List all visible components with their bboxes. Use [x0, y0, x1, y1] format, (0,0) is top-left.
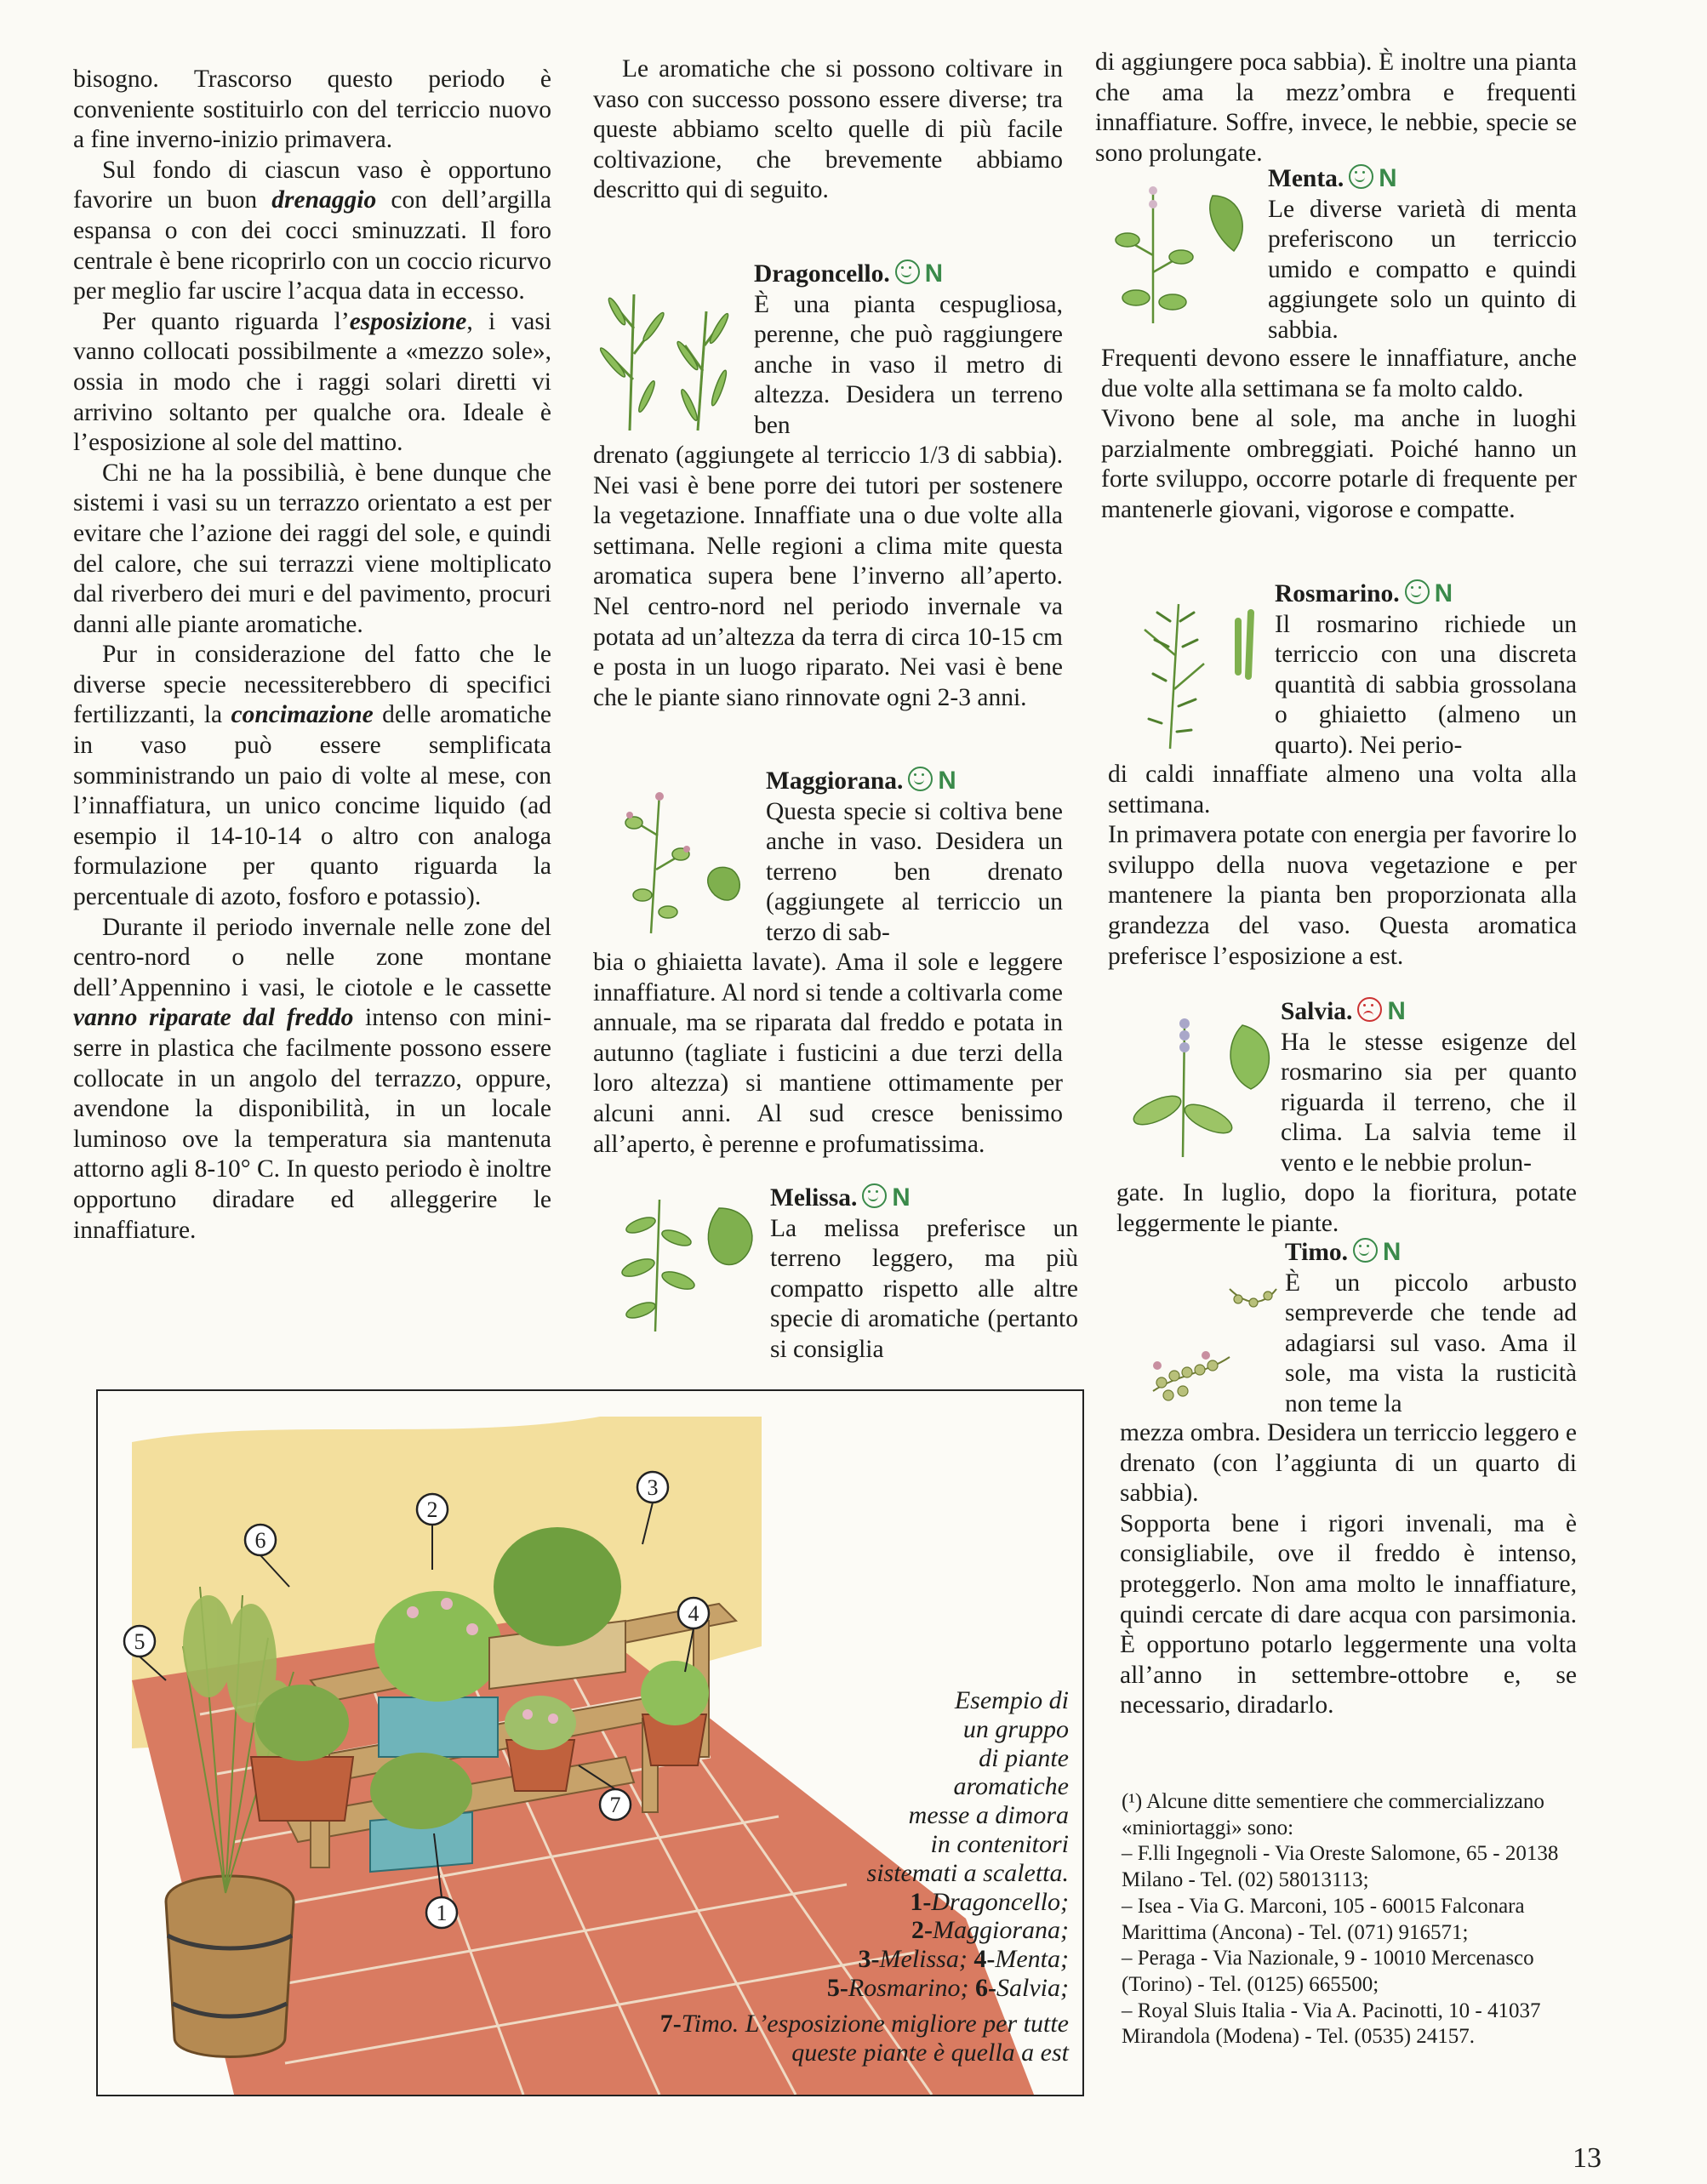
paragraph: La melissa preferisce un terreno leggero, ma più compatto rispetto alle altre specie di aromatiche (pertanto si consiglia: [770, 1214, 1078, 1363]
paragraph: bisogno. Trascorso questo periodo è conveniente sostituirlo con del terriccio nuovo a fine inverno-inizio primavera.: [73, 66, 551, 154]
svg-text:5: 5: [134, 1629, 146, 1654]
paragraph: Ha le stesse esigenze del rosmarino sia per quanto riguarda il terreno, che il clima. La salvia teme il vento e le nebbie prolun-: [1281, 1028, 1577, 1177]
entry-maggiorana-side: [766, 766, 1063, 949]
salvia-illustration: [1123, 1008, 1281, 1161]
paragraph: Vivono bene al sole, ma anche in luoghi parzialmente ombreggiati. Poiché hanno un forte sviluppo, occorre potarle di frequente per mantenerle giovani, vigorose e compatte.: [1101, 405, 1577, 523]
paragraph: di aggiungere poca sabbia). È inoltre una pianta che ama la mezz’ombra e frequenti innaffiature. Soffre, invece, le nebbie, specie se sono prolungate.: [1095, 48, 1577, 167]
paragraph: mezza ombra. Desidera un terriccio leggero e drenato (con l’aggiunta di un quarto di sabbia).: [1120, 1419, 1577, 1508]
svg-text:7: 7: [609, 1793, 621, 1817]
paragraph-exposure: Per quanto riguarda l’esposizione, i vasi vanno collocati possibilmente a «mezzo sole», ossia in modo che i raggi solari diretti vi arrivino soltanto per qualche ora. Ideale è l’esposizione al sole del mattino.: [73, 307, 552, 457]
marker-5: [124, 1626, 155, 1657]
figure-caption: Esempio di un gruppo di piante aromatiche messe a dimora in contenitori sistemati a scaletta. 1-Dragoncello; 2-Maggiorana; 3-Melissa; 4-Menta; 5-Rosmarino; 6-Salvia;: [826, 1686, 1069, 2002]
n-badge: N: [1434, 579, 1453, 607]
svg-text:4: 4: [688, 1601, 699, 1626]
heading-maggiorana: Maggiorana.: [766, 767, 904, 795]
n-badge: N: [924, 259, 944, 288]
paragraph: Frequenti devono essere le innaffiature, anche due volte alla settimana se fa molto caldo.: [1101, 345, 1577, 402]
keyword-esposizione: esposizione: [349, 307, 467, 335]
column-right-top: [1095, 48, 1577, 168]
footnote-item: – Peraga - Via Nazionale, 9 - 10010 Mercenasco (Torino) - Tel. (0125) 665500;: [1122, 1947, 1534, 1996]
page-number: 13: [1573, 2142, 1601, 2174]
column-left: [73, 65, 551, 1246]
smile-easy-icon: [862, 1183, 887, 1208]
paragraph: drenato (aggiungete al terriccio 1/3 di sabbia). Nei vasi è bene porre dei tutori per sostenere la vegetazione. Innaffiate una o due volte alla settimana. Nelle regioni a clima mite questa aromatica supera bene l’inverno all’aperto. Nel centro-nord nel periodo invernale va potata ad un’altezza da terra di circa 10-15 cm e posta in un luogo riparato. Nei vasi è bene che le piante siano rinnovate ogni 2-3 anni.: [593, 442, 1063, 711]
smile-difficult-icon: [1357, 997, 1382, 1022]
paragraph: gate. In luglio, dopo la fioritura, potate leggermente le piante.: [1116, 1179, 1577, 1237]
paragraph: bia o ghiaietta lavate). Ama il sole e leggere innaffiature. Al nord si tende a coltivarla come annuale, ma se riparata dal freddo e potata in autunno (tagliate i fusticini a due terzi della loro altezza) si mantiene ottimamente per alcuni anni. Al sud cresce benissimo all’aperto, è perenne e profumatissima.: [593, 949, 1063, 1158]
keyword-riparo: vanno riparate dal freddo: [73, 1004, 354, 1032]
paragraph-drainage: Sul fondo di ciascun vaso è opportuno favorire un buon drenaggio con dell’argilla espansa o con dei cocci sminuzzati. Il foro centrale è bene ricoprirlo con un coccio ricurvo per meglio far uscire l’acqua data in eccesso.: [73, 156, 551, 305]
maggiorana-illustration: [608, 784, 762, 938]
keyword-concimazione: concimazione: [231, 701, 374, 729]
n-badge: N: [938, 767, 956, 795]
entry-salvia-full: [1116, 1178, 1577, 1239]
paragraph: di caldi innaffiate almeno una volta alla settimana.: [1108, 761, 1577, 818]
paragraph-winter: Durante il periodo invernale nelle zone del centro-nord o nelle zone montane dell’Appennino i vasi, le ciotole e le cassette vanno riparate dal freddo intenso con mini-serre in plastica che facilmente possono essere collocate in un angolo del terrazzo, oppure, avendone la disponibilità, in un locale luminoso ove la temperatura sia mantenuta attorno agli 8-10° C. In questo periodo è inoltre opportuno diradare ed alleggerire le innaffiature.: [73, 913, 551, 1244]
keyword-drenaggio: drenaggio: [271, 186, 377, 214]
footnote: [1122, 1789, 1607, 2050]
entry-rosmarino-full: [1108, 760, 1577, 972]
menta-illustration: [1106, 179, 1264, 328]
marker-7: [600, 1789, 631, 1820]
footnote-marker: (¹): [1122, 1790, 1143, 1813]
paragraph: Questa specie si coltiva bene anche in vaso. Desidera un terreno ben drenato (aggiungete al terriccio un terzo di sab-: [766, 797, 1063, 946]
paragraph: In primavera potate con energia per favorire lo sviluppo della nuova vegetazione e per mantenere la pianta ben proporzionata alla grandezza del vaso. Questa aromatica preferisce l’esposizione a est.: [1108, 821, 1577, 970]
entry-dragoncello-full: [593, 441, 1063, 713]
timo-illustration: [1128, 1255, 1285, 1412]
n-badge: N: [1379, 164, 1397, 192]
smile-easy-icon: [1349, 164, 1373, 189]
heading-dragoncello: Dragoncello.: [754, 260, 890, 288]
entry-timo-side: [1285, 1237, 1577, 1420]
entry-maggiorana-full: [593, 948, 1063, 1160]
marker-6: [245, 1525, 276, 1555]
column-middle: [593, 54, 1063, 206]
dragoncello-illustration: [596, 277, 749, 435]
svg-text:2: 2: [426, 1497, 438, 1522]
entry-salvia-side: [1281, 996, 1577, 1179]
n-badge: N: [1387, 997, 1406, 1025]
marker-2: [417, 1494, 448, 1525]
n-badge: N: [892, 1183, 911, 1212]
svg-text:6: 6: [254, 1528, 266, 1553]
figure-caption-tail: 7-Timo. L’esposizione migliore per tutte queste piante è quella a est: [659, 2010, 1069, 2067]
smile-easy-icon: [1353, 1238, 1378, 1263]
paragraph-intro: Le aromatiche che si possono coltivare in vaso con successo possono essere diverse; tra queste abbiamo scelto quelle di più facile coltivazione, che brevemente abbiamo descritto qui di seguito.: [593, 55, 1063, 204]
paragraph: È un piccolo arbusto sempreverde che tende ad adagiarsi sul vaso. Ama il sole, ma vista la rusticità non teme la: [1285, 1269, 1577, 1417]
marker-4: [678, 1598, 709, 1628]
entry-rosmarino-side: [1275, 579, 1577, 761]
heading-rosmarino: Rosmarino.: [1275, 580, 1400, 607]
paragraph: Le diverse varietà di menta preferiscono un terriccio umido e compatto e quindi aggiungete solo un quinto di sabbia.: [1268, 195, 1577, 344]
footnote-item: – Isea - Via G. Marconi, 105 - 60015 Falconara Marittima (Ancona) - Tel. (071) 916571;: [1122, 1894, 1525, 1944]
paragraph: È una pianta cespugliosa, perenne, che può raggiungere anche in vaso il metro di altezza. Desidera un terreno ben: [754, 290, 1063, 439]
svg-text:3: 3: [647, 1475, 659, 1500]
entry-menta-full: [1101, 344, 1577, 526]
footnote-item: – F.lli Ingegnoli - Via Oreste Salomone, 65 - 20138 Milano - Tel. (02) 58013113;: [1122, 1842, 1559, 1892]
paragraph: Chi ne ha la possibilià, è bene dunque che sistemi i vasi su un terrazzo orientato a est per evitare che l’azione dei raggi del sole, e quindi del calore, che sui terrazzi viene moltiplicato dal riverbero dei muri e del pavimento, procuri danni alle piante aromatiche.: [73, 459, 551, 638]
rosmarino-illustration: [1119, 596, 1272, 753]
heading-melissa: Melissa.: [770, 1184, 858, 1212]
smile-easy-icon: [895, 259, 920, 284]
smile-easy-icon: [1405, 579, 1430, 604]
entry-dragoncello-side: [754, 259, 1063, 442]
melissa-illustration: [608, 1191, 766, 1336]
heading-salvia: Salvia.: [1281, 998, 1353, 1025]
entry-menta-side: [1268, 163, 1577, 346]
paragraph: Sopporta bene i rigori invenali, ma è consigliabile, ove il freddo è intenso, proteggerlo. Non ama molto le innaffiature, quindi cercate di dare acqua con parsimonia. È opportuno potarlo leggermente una volta all’anno in settembre-ottobre e, se necessario, diradarlo.: [1120, 1509, 1577, 1719]
svg-text:1: 1: [436, 1901, 448, 1925]
n-badge: N: [1383, 1238, 1402, 1266]
entry-timo-full: [1120, 1418, 1577, 1721]
paragraph: Il rosmarino richiede un terriccio con una discreta quantità di sabbia grossolana o ghiaietto (almeno un quarto). Nei perio-: [1275, 610, 1577, 759]
marker-3: [637, 1472, 668, 1503]
heading-menta: Menta.: [1268, 165, 1344, 192]
smile-easy-icon: [908, 767, 933, 791]
figure-box: [96, 1389, 1084, 2096]
heading-timo: Timo.: [1285, 1239, 1349, 1266]
paragraph-fertilizing: Pur in considerazione del fatto che le diverse specie necessiterebbero di specifici fertilizzanti, la concimazione delle aromatiche in vaso può essere semplificata somministrando un paio di volte al mese, con l’innaffiatura, un unico concime liquido (ad esempio il 14-10-14 o altro con analoga formulazione per quanto riguarda la percentuale di azoto, fosforo e potassio).: [73, 641, 551, 911]
marker-1: [426, 1897, 457, 1928]
footnote-intro: Alcune ditte sementiere che commercializzano «miniortaggi» sono:: [1122, 1790, 1544, 1839]
footnote-item: – Royal Sluis Italia - Via A. Pacinotti, 10 - 41037 Mirandola (Modena) - Tel. (0535) 24157.: [1122, 1999, 1541, 2049]
entry-melissa-side: [770, 1183, 1078, 1366]
